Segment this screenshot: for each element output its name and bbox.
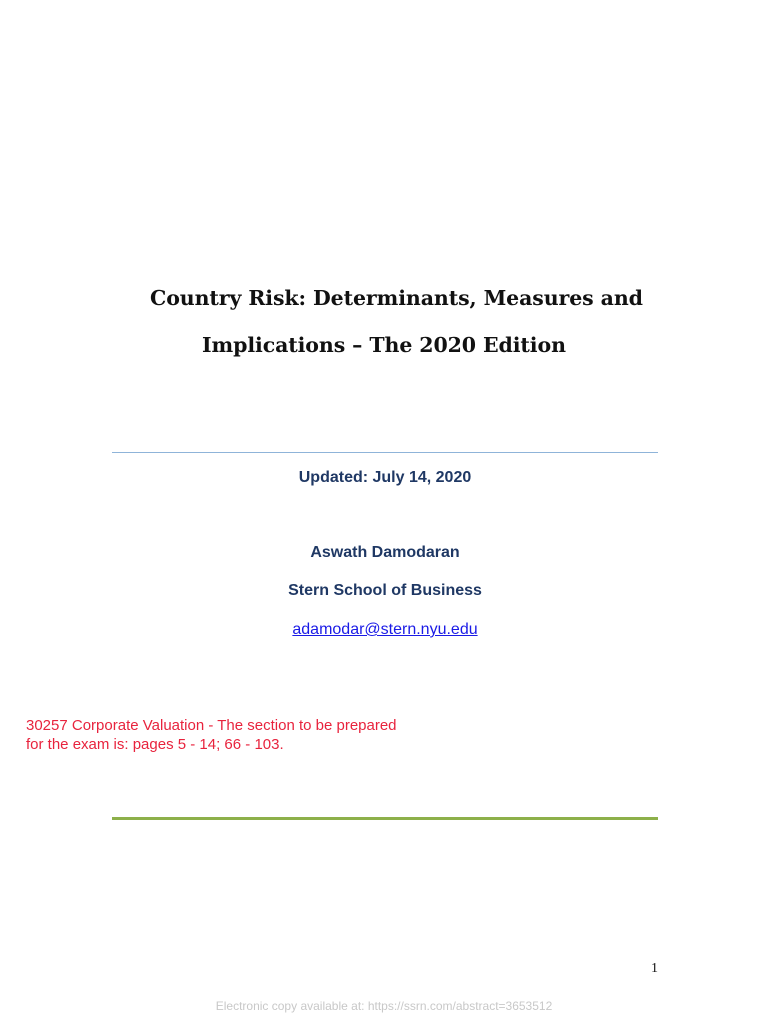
exam-annotation: [26, 716, 546, 754]
author-affiliation: Stern School of Business: [288, 582, 482, 599]
exam-annotation-line-1: 30257 Corporate Valuation - The section to be prepared: [26, 717, 397, 734]
ssrn-footer: Electronic copy available at: https://ssrn.com/abstract=3653512: [215, 999, 553, 1013]
exam-annotation-line-2: for the exam is: pages 5 - 14; 66 - 103.: [26, 736, 284, 753]
page-number: 1: [651, 961, 658, 976]
top-divider: [112, 452, 658, 453]
title-line-1: Country Risk: Determinants, Measures and: [150, 286, 643, 310]
updated-date: Updated: July 14, 2020: [298, 469, 472, 486]
title-line-2: Implications – The 2020 Edition: [202, 333, 566, 357]
author-email-link[interactable]: adamodar@stern.nyu.edu: [292, 621, 478, 638]
author-name: Aswath Damodaran: [310, 544, 460, 561]
bottom-divider: [112, 817, 658, 820]
